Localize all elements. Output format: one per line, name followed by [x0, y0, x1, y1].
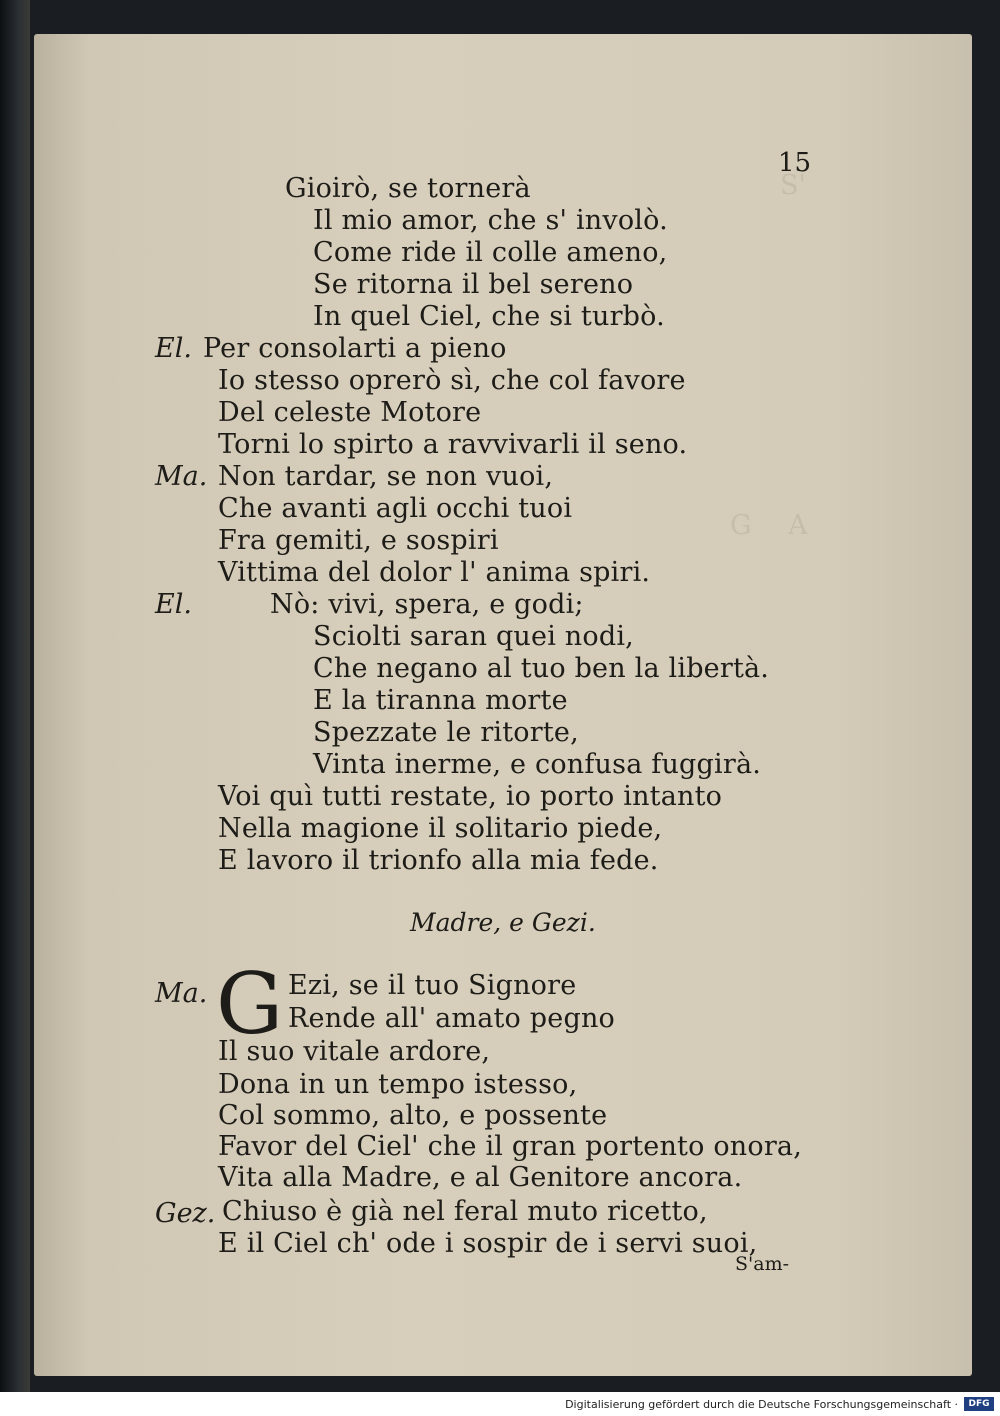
- speaker-label: Gez.: [155, 1198, 216, 1229]
- verse-line: Che negano al tuo ben la libertà.: [313, 653, 770, 684]
- verse-line: Io stesso oprerò sì, che col favore: [218, 365, 686, 396]
- verse-line: Torni lo spirto a ravvivarli il seno.: [218, 429, 688, 460]
- verse-line: Col sommo, alto, e possente: [218, 1100, 608, 1131]
- verse-line: Il suo vitale ardore,: [218, 1036, 491, 1067]
- verse-line: In quel Ciel, che si turbò.: [313, 301, 665, 332]
- verse-line: Favor del Ciel' che il gran portento onora,: [218, 1131, 803, 1162]
- verse-line: Il mio amor, che s' involò.: [313, 205, 668, 236]
- speaker-label: El.: [155, 589, 192, 620]
- verse-line: Sciolti saran quei nodi,: [313, 621, 634, 652]
- verse-line: Che avanti agli occhi tuoi: [218, 493, 573, 524]
- catchword: S'am-: [735, 1253, 790, 1275]
- verse-line: Rende all' amato pegno: [288, 1003, 615, 1034]
- verse-line: Nò: vivi, spera, e godi;: [270, 589, 584, 620]
- show-through-text: G A: [730, 510, 822, 541]
- verse-line: Per consolarti a pieno: [203, 333, 507, 364]
- verse-line: Se ritorna il bel sereno: [313, 269, 634, 300]
- verse-line: Vittima del dolor l' anima spiri.: [218, 557, 651, 588]
- show-through-text: S': [780, 170, 806, 201]
- verse-line: Vinta inerme, e confusa fuggirà.: [313, 749, 762, 780]
- verse-line: E il Ciel ch' ode i sospir de i servi suoi,: [218, 1228, 758, 1259]
- verse-line: E la tiranna morte: [313, 685, 568, 716]
- verse-line: Voi quì tutti restate, io porto intanto: [218, 781, 723, 812]
- scene-heading: Madre, e Gezi.: [410, 908, 596, 937]
- footer-bar: [0, 1392, 1000, 1416]
- speaker-label: Ma.: [155, 978, 208, 1009]
- digitization-credit: Digitalisierung gefördert durch die Deutsche Forschungsgemeinschaft ·: [565, 1398, 958, 1411]
- verse-line: Dona in un tempo istesso,: [218, 1069, 578, 1100]
- verse-line: Spezzate le ritorte,: [313, 717, 579, 748]
- book-spine: [0, 0, 30, 1392]
- dfg-logo-icon: DFG: [964, 1397, 994, 1411]
- verse-line: Chiuso è già nel feral muto ricetto,: [222, 1196, 708, 1227]
- verse-line: Non tardar, se non vuoi,: [218, 461, 554, 492]
- page-number: 15: [778, 148, 812, 178]
- verse-line: E lavoro il trionfo alla mia fede.: [218, 845, 659, 876]
- speaker-label: El.: [155, 333, 192, 364]
- speaker-label: Ma.: [155, 461, 208, 492]
- verse-line: Del celeste Motore: [218, 397, 482, 428]
- verse-line: Vita alla Madre, e al Genitore ancora.: [218, 1162, 743, 1193]
- verse-line: Come ride il colle ameno,: [313, 237, 668, 268]
- verse-line: Fra gemiti, e sospiri: [218, 525, 499, 556]
- verse-line: Nella magione il solitario piede,: [218, 813, 663, 844]
- verse-line: Ezi, se il tuo Signore: [288, 970, 577, 1001]
- verse-line: Gioirò, se tornerà: [285, 173, 531, 204]
- drop-cap: G: [216, 955, 284, 1053]
